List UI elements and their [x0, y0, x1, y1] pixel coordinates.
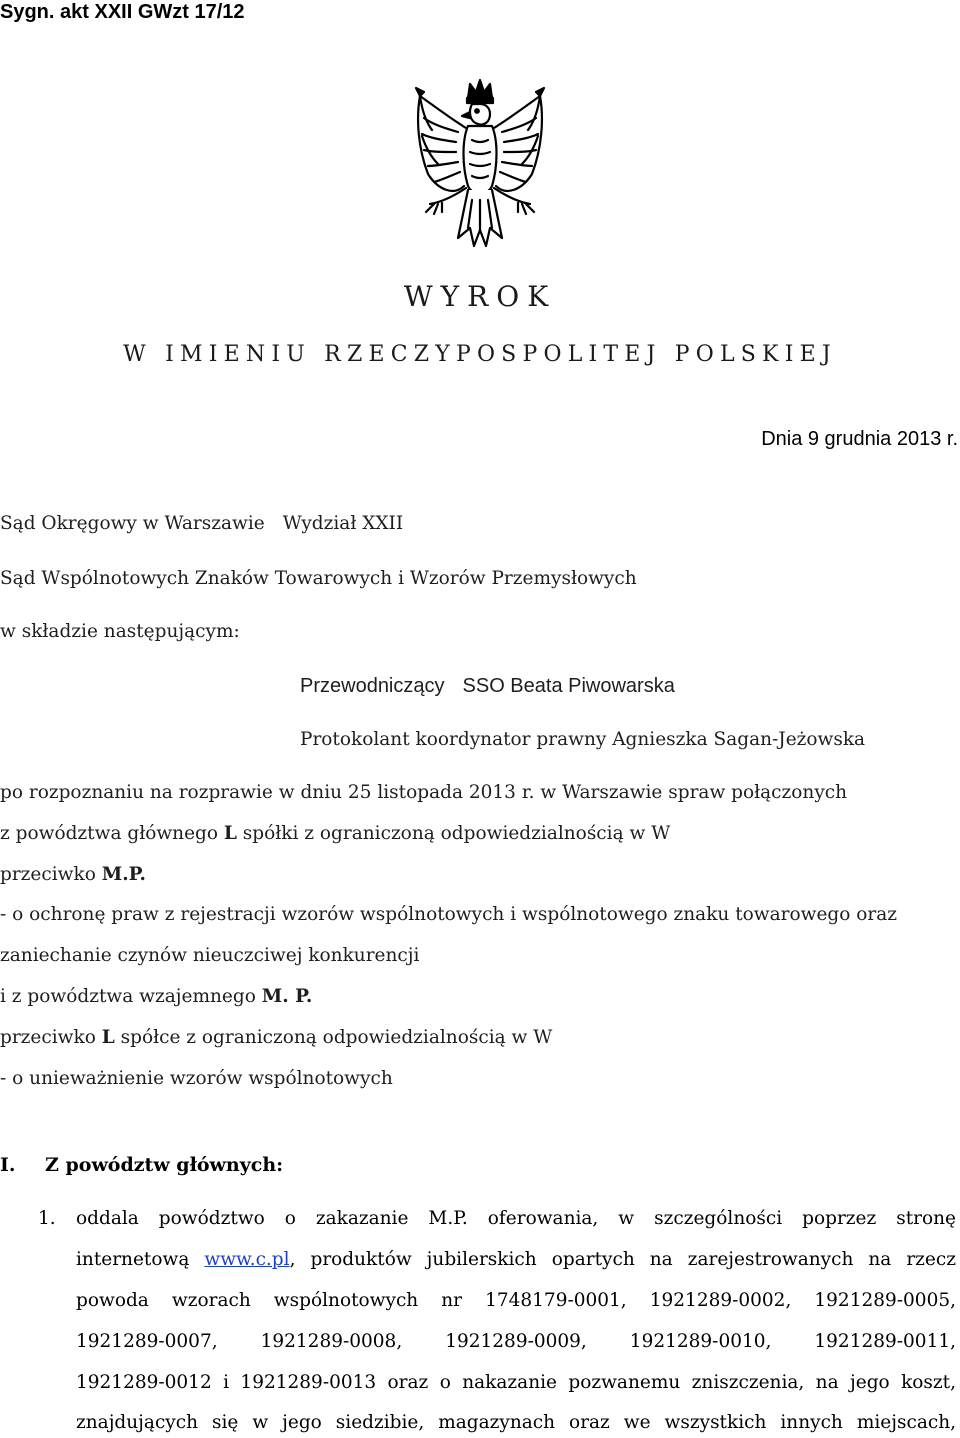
presiding-name: SSO Beata Piwowarska — [462, 675, 675, 697]
point-line-6: znajdujących się w jego siedzibie, magazynach oraz we wszystkich innych miejscach, — [76, 1412, 956, 1433]
case-signature: Sygn. akt XXII GWzt 17/12 — [0, 1, 245, 23]
section-title: Z powództw głównych: — [45, 1154, 284, 1176]
point-number: 1. — [38, 1208, 56, 1229]
polish-eagle-emblem-icon — [398, 78, 562, 272]
hearing-line: po rozpoznaniu na rozprawie w dniu 25 listopada 2013 r. w Warszawie spraw połączonych — [0, 782, 848, 803]
counter-defendant-party: L — [101, 1027, 115, 1048]
section-number: I. — [0, 1154, 16, 1176]
court-chamber: Sąd Wspólnotowych Znaków Towarowych i Wzorów Przemysłowych — [0, 568, 637, 589]
judgment-subtitle: W IMIENIU RZECZYPOSPOLITEJ POLSKIEJ — [123, 342, 837, 367]
court-composition-label: w składzie następującym: — [0, 621, 240, 642]
judgment-title: WYROK — [403, 280, 557, 313]
point-line-5: 1921289-0012 i 1921289-0013 oraz o nakazanie pozwanemu zniszczenia, na jego koszt, — [76, 1372, 956, 1393]
main-claim-line: z powództwa głównego L spółki z ograniczoną odpowiedzialnością w W — [0, 823, 671, 844]
presiding-role: Przewodniczący — [300, 675, 445, 697]
court-name: Sąd Okręgowy w Warszawie — [0, 513, 265, 534]
court-clerk: Protokolant koordynator prawny Agnieszka Sagan-Jeżowska — [300, 729, 866, 750]
point-line-1: oddala powództwo o zakazanie M.P. oferowania, w szczególności poprzez stronę — [76, 1208, 956, 1229]
against-line: przeciwko M.P. — [0, 864, 146, 885]
counter-claim-line: i z powództwa wzajemnego M. P. — [0, 986, 313, 1007]
judgment-date: Dnia 9 grudnia 2013 r. — [761, 428, 958, 450]
website-link[interactable]: www.c.pl — [204, 1249, 290, 1270]
court-division: Wydział XXII — [282, 513, 404, 534]
counter-plaintiff-party: M. P. — [261, 986, 313, 1007]
counter-subject-line: - o unieważnienie wzorów wspólnotowych — [0, 1068, 393, 1089]
claim-subject-line-1: - o ochronę praw z rejestracji wzorów wspólnotowych i wspólnotowego znaku towarowego oraz — [0, 904, 898, 925]
point-line-3: powoda wzorach wspólnotowych nr 1748179-0001, 1921289-0002, 1921289-0005, — [76, 1290, 956, 1311]
section-heading — [0, 1151, 283, 1179]
point-line-2: internetową www.c.pl, produktów jubilerskich opartych na zarejestrowanych na rzecz — [76, 1249, 956, 1270]
presiding-judge-line — [300, 673, 675, 699]
plaintiff-party: L — [223, 823, 237, 844]
claim-subject-line-2: zaniechanie czynów nieuczciwej konkurencji — [0, 945, 420, 966]
court-name-line — [0, 511, 403, 537]
point-line-4: 1921289-0007, 1921289-0008, 1921289-0009, 1921289-0010, 1921289-0011, — [76, 1331, 956, 1352]
defendant-party: M.P. — [101, 864, 146, 885]
counter-against-line: przeciwko L spółce z ograniczoną odpowiedzialnością w W — [0, 1027, 553, 1048]
